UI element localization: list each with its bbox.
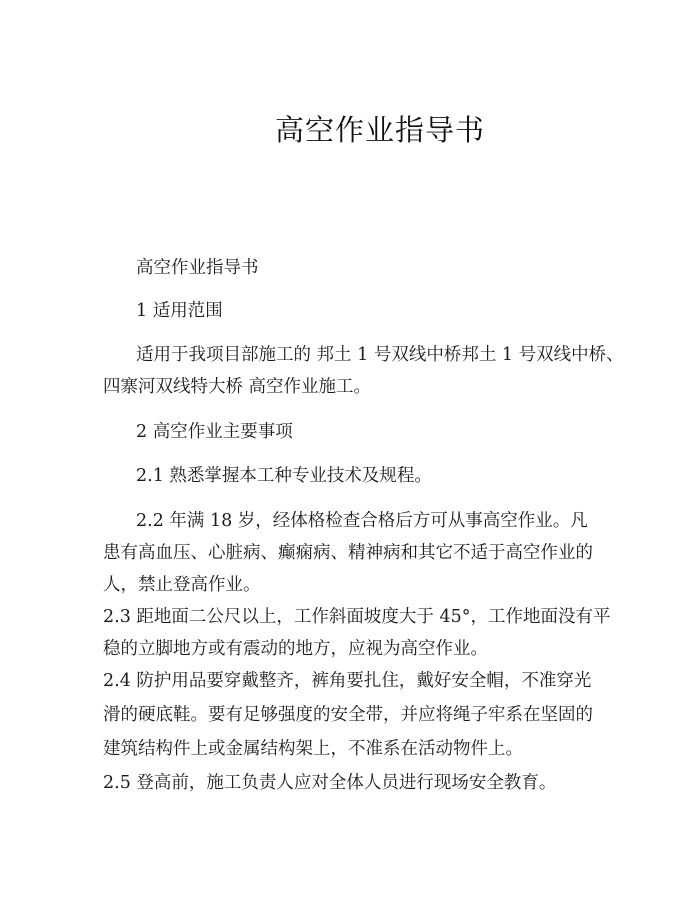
item-2-2-line-1: 2.2 年满 18 岁，经体格检查合格后方可从事高空作业。凡 [136, 511, 588, 531]
section-2-heading: 2 高空作业主要事项 [136, 422, 293, 442]
item-2-4-line-3: 建筑结构件上或金属结构架上，不准系在活动物件上。 [103, 739, 523, 759]
item-2-2-line-2: 患有高血压、心脏病、癫痫病、精神病和其它不适于高空作业的 [103, 543, 593, 563]
item-2-3-line-2: 稳的立脚地方或有震动的地方，应视为高空作业。 [103, 639, 488, 659]
item-2-4-line-2: 滑的硬底鞋。要有足够强度的安全带，并应将绳子牢系在坚固的 [103, 705, 593, 725]
item-2-3-line-1: 2.3 距地面二公尺以上，工作斜面坡度大于 45°，工作地面没有平 [103, 607, 611, 627]
document-title: 高空作业指导书 [274, 113, 485, 147]
item-2-5: 2.5 登高前，施工负责人应对全体人员进行现场安全教育。 [103, 773, 557, 793]
item-2-2-line-3: 人，禁止登高作业。 [103, 575, 261, 595]
section-1-heading: 1 适用范围 [136, 301, 223, 321]
subtitle-line: 高空作业指导书 [136, 258, 259, 278]
item-2-4-line-1: 2.4 防护用品要穿戴整齐，裤角要扎住，戴好安全帽，不准穿光 [103, 671, 592, 691]
item-2-1: 2.1 熟悉掌握本工种专业技术及规程。 [136, 466, 432, 486]
section-1-text-line-2: 四寨河双线特大桥 高空作业施工。 [103, 377, 372, 397]
section-1-text-line-1: 适用于我项目部施工的 邦土 1 号双线中桥邦土 1 号双线中桥、 [136, 345, 624, 365]
